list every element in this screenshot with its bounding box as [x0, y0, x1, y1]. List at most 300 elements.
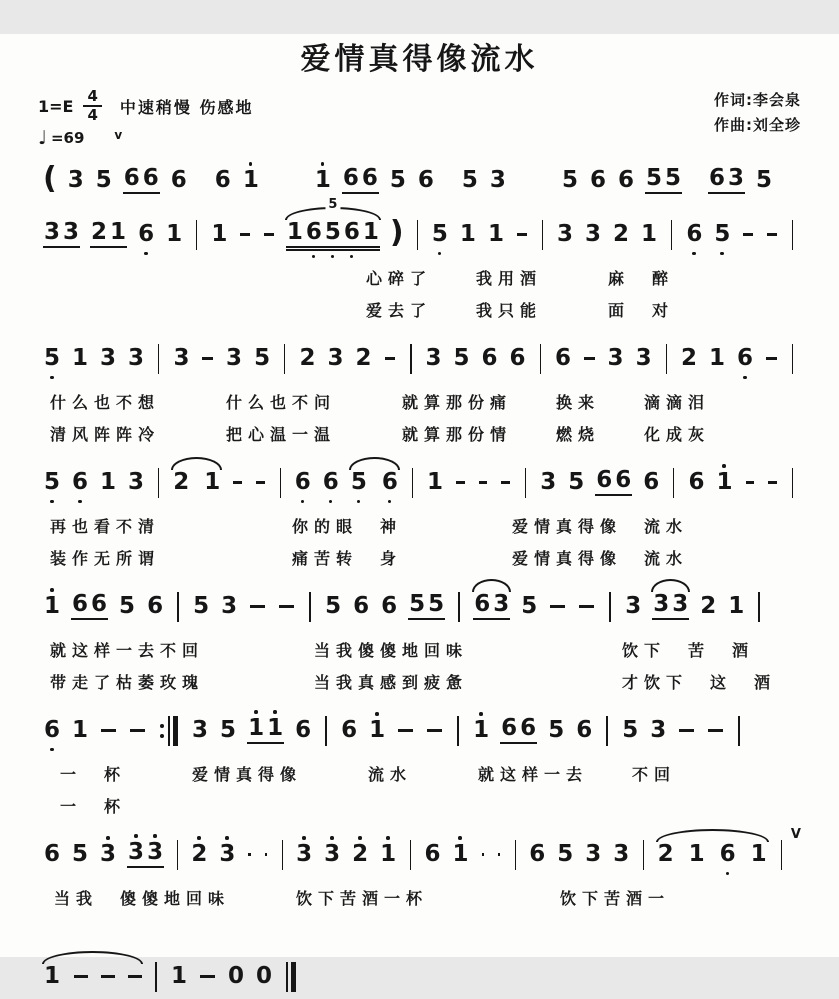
note: 3: [127, 841, 145, 864]
note: 3: [584, 223, 602, 246]
song-title: 爱情真得像流水: [38, 34, 801, 78]
note-group: [473, 593, 510, 620]
note: 3: [671, 593, 689, 616]
note: 3: [225, 347, 243, 370]
note: 6: [71, 593, 89, 616]
note: 6: [554, 347, 572, 370]
note-group: [210, 223, 228, 246]
quarter-note-icon: ♩: [38, 127, 47, 149]
dash: [743, 233, 753, 236]
note-group: [71, 347, 89, 370]
note-group: [556, 843, 574, 866]
note: 6: [687, 471, 705, 494]
note: 1: [727, 595, 745, 618]
note: 5: [461, 169, 479, 192]
note: 6: [708, 167, 726, 190]
barline: [284, 344, 285, 374]
music-line-8: [38, 461, 801, 505]
dash: [385, 357, 396, 360]
barline: [606, 716, 608, 746]
octave-dot-high: [50, 588, 54, 592]
note: 6: [340, 719, 358, 742]
note: 5: [755, 169, 773, 192]
lyric-line: 什么也不想 什么也不问 就算那份痛 换来 滴滴泪: [38, 390, 801, 413]
note: 3: [62, 221, 80, 244]
note-group: [426, 471, 444, 494]
note: 2: [612, 223, 630, 246]
note: 2: [172, 471, 190, 494]
note: 6: [589, 169, 607, 192]
note-group: [242, 169, 260, 192]
note: 5: [561, 169, 579, 192]
music-line-19: [38, 955, 801, 999]
note: 3: [218, 843, 236, 866]
note: 6: [528, 843, 546, 866]
note-group: [220, 595, 238, 618]
note: 6: [294, 471, 312, 494]
lyricist-credit: 作词:李会泉: [714, 88, 801, 113]
dash: [479, 481, 488, 484]
note-group: [191, 719, 209, 742]
note-group: [322, 471, 340, 494]
note: 5: [431, 223, 449, 246]
barline: [792, 220, 793, 250]
note: 3: [727, 167, 745, 190]
note: 1: [266, 717, 284, 740]
note: 3: [489, 169, 507, 192]
note: 6: [381, 471, 399, 494]
octave-dot-high: [249, 162, 253, 166]
note: 3: [67, 169, 85, 192]
note-group: [43, 347, 61, 370]
note: 1: [715, 471, 733, 494]
note: 3: [492, 593, 510, 616]
note-group: [327, 347, 345, 370]
octave-dot-low: [726, 872, 730, 876]
octave-dot-high: [375, 712, 379, 716]
final-barline: [286, 962, 296, 992]
octave-dot-low: [692, 252, 696, 256]
note: 6: [685, 223, 703, 246]
note-group: [617, 169, 635, 192]
octave-dot-low: [50, 500, 54, 504]
note: 3: [425, 347, 443, 370]
note: 6: [481, 347, 499, 370]
note-group: [43, 471, 61, 494]
dash: [584, 357, 595, 360]
note-group: [218, 843, 236, 866]
note-group: [219, 719, 237, 742]
note-group: [645, 167, 682, 194]
note: 2: [90, 221, 108, 244]
music-line-11: [38, 585, 801, 629]
lyric-line: 清风阵阵冷 把心温一温 就算那份情 燃烧 化成灰: [38, 422, 801, 445]
barline: [158, 468, 159, 498]
octave-dot-high: [106, 836, 110, 840]
note: 5: [520, 595, 538, 618]
note-group: [520, 595, 538, 618]
dash: [250, 605, 265, 608]
octave-dot-low: [438, 252, 442, 256]
note-group: [624, 595, 642, 618]
sheet-music-page: [0, 34, 839, 957]
note-group: [352, 595, 370, 618]
note: 6: [500, 717, 518, 740]
note-group: [294, 719, 312, 742]
note-group: [472, 719, 490, 742]
lyric-line: 当我 傻傻地回味 饮下苦酒一杯 饮下苦酒一: [38, 886, 801, 909]
note: 2: [298, 347, 316, 370]
note-group: [487, 223, 505, 246]
note: 3: [539, 471, 557, 494]
note: 1: [99, 471, 117, 494]
lyric-line: 装作无所谓 痛苦转 身 爱情真得像 流水: [38, 546, 801, 569]
note-group: [657, 843, 768, 866]
note: 1: [165, 223, 183, 246]
note: 5: [324, 595, 342, 618]
note-group: [556, 223, 574, 246]
barline: [410, 344, 411, 374]
note-group: [699, 595, 717, 618]
note-group: [567, 471, 585, 494]
note-group: [294, 471, 312, 494]
note-group: [214, 169, 232, 192]
note: 1: [43, 965, 61, 988]
note-group: [71, 593, 108, 620]
note-group: [539, 471, 557, 494]
note-group: [379, 843, 397, 866]
barline: [155, 962, 157, 992]
tempo-text: 中速稍慢 伤感地: [120, 95, 254, 118]
note: 3: [295, 843, 313, 866]
note-group: [708, 347, 726, 370]
dash: [427, 729, 442, 732]
note: 6: [294, 719, 312, 742]
note: 1: [247, 717, 265, 740]
note: 1: [750, 843, 768, 866]
barline: [417, 220, 418, 250]
note-group: [736, 347, 754, 370]
note-group: [247, 717, 284, 744]
octave-dot-low: [350, 255, 354, 259]
note: 6: [361, 167, 379, 190]
dash: [766, 357, 777, 360]
note-group: [43, 965, 142, 988]
composer-credit: 作曲:刘全珍: [714, 113, 801, 138]
note-group: [295, 843, 313, 866]
octave-dot-low: [331, 255, 335, 259]
note: 1: [170, 965, 188, 988]
note-group: [755, 169, 773, 192]
note-group: [43, 595, 61, 618]
note: 5: [645, 167, 663, 190]
note-group: [170, 169, 188, 192]
note-group: [589, 169, 607, 192]
note-group: [500, 717, 537, 744]
dash: [498, 853, 500, 856]
barline: [758, 592, 760, 622]
dash: [579, 605, 594, 608]
note-group: [417, 169, 435, 192]
dash: [130, 729, 145, 732]
note: 6: [614, 469, 632, 492]
note: 6: [343, 221, 361, 244]
note-group: [255, 965, 273, 988]
note-group: [713, 223, 731, 246]
dash: [128, 975, 142, 978]
note: 1: [640, 223, 658, 246]
dash: [202, 357, 213, 360]
score-header: [38, 88, 801, 149]
note-group: [43, 221, 80, 248]
note: 3: [584, 843, 602, 866]
dash: [767, 233, 777, 236]
note: 3: [323, 843, 341, 866]
dash: [708, 729, 723, 732]
barline: [158, 344, 159, 374]
note: 5: [556, 843, 574, 866]
breath-mark: V: [791, 828, 801, 841]
octave-dot-low: [743, 376, 747, 380]
note: 6: [509, 347, 527, 370]
note-group: [95, 169, 113, 192]
music-line-5: [38, 337, 801, 381]
barline: [412, 468, 413, 498]
dash: [517, 233, 527, 236]
note: 3: [635, 347, 653, 370]
note: 1: [71, 719, 89, 742]
note: 5: [253, 347, 271, 370]
dash: [240, 233, 250, 236]
octave-dot-high: [225, 836, 229, 840]
note: 1: [487, 223, 505, 246]
note-group: [71, 471, 89, 494]
note-group: [453, 347, 471, 370]
note-group: [351, 843, 369, 866]
note-group: [595, 469, 632, 496]
note: 6: [519, 717, 537, 740]
note: 1: [314, 169, 332, 192]
note: 5: [43, 471, 61, 494]
note-group: [350, 471, 399, 494]
note: 1: [43, 595, 61, 618]
note: 1: [708, 347, 726, 370]
note-group: [425, 347, 443, 370]
barline: [671, 220, 672, 250]
note-group: [137, 223, 155, 246]
music-line-1: [38, 159, 801, 203]
dash: [265, 853, 267, 856]
note-group: [253, 347, 271, 370]
note: 5: [547, 719, 565, 742]
lyric-line: 一 杯: [38, 794, 801, 817]
note-group: [99, 347, 117, 370]
note-group: [225, 347, 243, 370]
octave-dot-high: [358, 836, 362, 840]
note-group: [314, 169, 332, 192]
note: 6: [137, 223, 155, 246]
barline: [457, 716, 459, 746]
octave-dot-high: [153, 834, 157, 838]
note: 2: [351, 843, 369, 866]
note: 6: [123, 167, 141, 190]
note: 6: [43, 719, 61, 742]
note: 6: [473, 593, 491, 616]
note-group: [146, 595, 164, 618]
note-group: [685, 223, 703, 246]
octave-dot-high: [273, 710, 277, 714]
dash: [264, 233, 274, 236]
note-group: [687, 471, 705, 494]
note: 6: [595, 469, 613, 492]
barline: [542, 220, 543, 250]
note-group: [118, 595, 136, 618]
dash: [679, 729, 694, 732]
note: 3: [220, 595, 238, 618]
note-group: [528, 843, 546, 866]
note: 3: [652, 593, 670, 616]
note: 1: [688, 843, 706, 866]
barline: [280, 468, 281, 498]
note: 5: [118, 595, 136, 618]
note: 5: [427, 593, 445, 616]
note: 6: [423, 843, 441, 866]
octave-dot-high: [386, 836, 390, 840]
note: 3: [146, 841, 164, 864]
note-group: [459, 223, 477, 246]
dash: [746, 481, 755, 484]
barline: [666, 344, 667, 374]
note: 6: [214, 169, 232, 192]
note-group: [172, 347, 190, 370]
note: 1: [379, 843, 397, 866]
note: 2: [680, 347, 698, 370]
octave-dot-high: [197, 836, 201, 840]
note: 1: [203, 471, 221, 494]
score-body: [38, 159, 801, 999]
note: 5: [713, 223, 731, 246]
note: 6: [90, 593, 108, 616]
octave-dot-low: [720, 252, 724, 256]
note: 5: [324, 221, 342, 244]
note: 1: [426, 471, 444, 494]
note-group: [652, 593, 689, 620]
lyric-line: 再也看不清 你的眼 神 爱情真得像 流水: [38, 514, 801, 537]
intro-parenthesis: (: [43, 164, 57, 194]
note: 3: [191, 719, 209, 742]
note: 3: [127, 347, 145, 370]
note: 1: [451, 843, 469, 866]
note-group: [71, 843, 89, 866]
note: 1: [472, 719, 490, 742]
dash: [482, 853, 484, 856]
octave-dot-low: [50, 376, 54, 380]
lyric-line: 心碎了 我用酒 麻 醉: [38, 266, 801, 289]
note: 5: [621, 719, 639, 742]
note: 1: [109, 221, 127, 244]
note-group: [642, 471, 660, 494]
note-group: [90, 221, 127, 248]
note-group: [324, 595, 342, 618]
note-group: [575, 719, 593, 742]
note: 6: [71, 471, 89, 494]
octave-dot-low: [301, 500, 305, 504]
note: 6: [380, 595, 398, 618]
note-group: [612, 223, 630, 246]
octave-dot-high: [254, 710, 258, 714]
barline: [609, 592, 611, 622]
note: 0: [255, 965, 273, 988]
time-signature-denominator: 4: [83, 107, 101, 124]
note-group: [380, 595, 398, 618]
note-group: [584, 843, 602, 866]
note-group: [561, 169, 579, 192]
note-group: [227, 965, 245, 988]
octave-dot-high: [479, 712, 483, 716]
note: 1: [362, 221, 380, 244]
note-group: [123, 167, 160, 194]
dash: [456, 481, 465, 484]
note: 6: [322, 471, 340, 494]
time-signature: [83, 88, 101, 125]
tuplet-label: 5: [325, 198, 340, 211]
note: 1: [459, 223, 477, 246]
note-group: [298, 347, 316, 370]
note: 3: [624, 595, 642, 618]
barline: [325, 716, 327, 746]
octave-dot-low: [50, 748, 54, 752]
lyric-line: 带走了枯萎玫瑰 当我真感到疲惫 才饮下 这 酒: [38, 670, 801, 693]
barline: [792, 468, 793, 498]
note: 2: [355, 347, 373, 370]
note-group: [509, 347, 527, 370]
note-group: [127, 471, 145, 494]
note: 1: [210, 223, 228, 246]
note: 5: [389, 169, 407, 192]
note: 6: [617, 169, 635, 192]
note-group: [621, 719, 639, 742]
dash: [279, 605, 294, 608]
note: 2: [657, 843, 675, 866]
music-line-17: [38, 833, 801, 877]
note: 1: [242, 169, 260, 192]
note-group: [607, 347, 625, 370]
note-group: [481, 347, 499, 370]
repeat-barline: [160, 716, 178, 746]
note-group: [612, 843, 630, 866]
note: 3: [612, 843, 630, 866]
dash: [248, 853, 250, 856]
note-group: [172, 471, 221, 494]
note-group: [431, 223, 449, 246]
note: 1: [71, 347, 89, 370]
octave-dot-low: [357, 500, 361, 504]
note: 5: [95, 169, 113, 192]
note-group: [715, 471, 733, 494]
note-group: [43, 843, 61, 866]
note: 3: [649, 719, 667, 742]
note: 6: [142, 167, 160, 190]
note: 3: [43, 221, 61, 244]
barline: [458, 592, 460, 622]
note-group: [389, 169, 407, 192]
dash: [101, 975, 115, 978]
note-group: [708, 167, 745, 194]
lyric-line: 就这样一去不回 当我傻傻地回味 饮下 苦 酒: [38, 638, 801, 661]
note-group: [640, 223, 658, 246]
barline: [177, 592, 179, 622]
note-group: [584, 223, 602, 246]
